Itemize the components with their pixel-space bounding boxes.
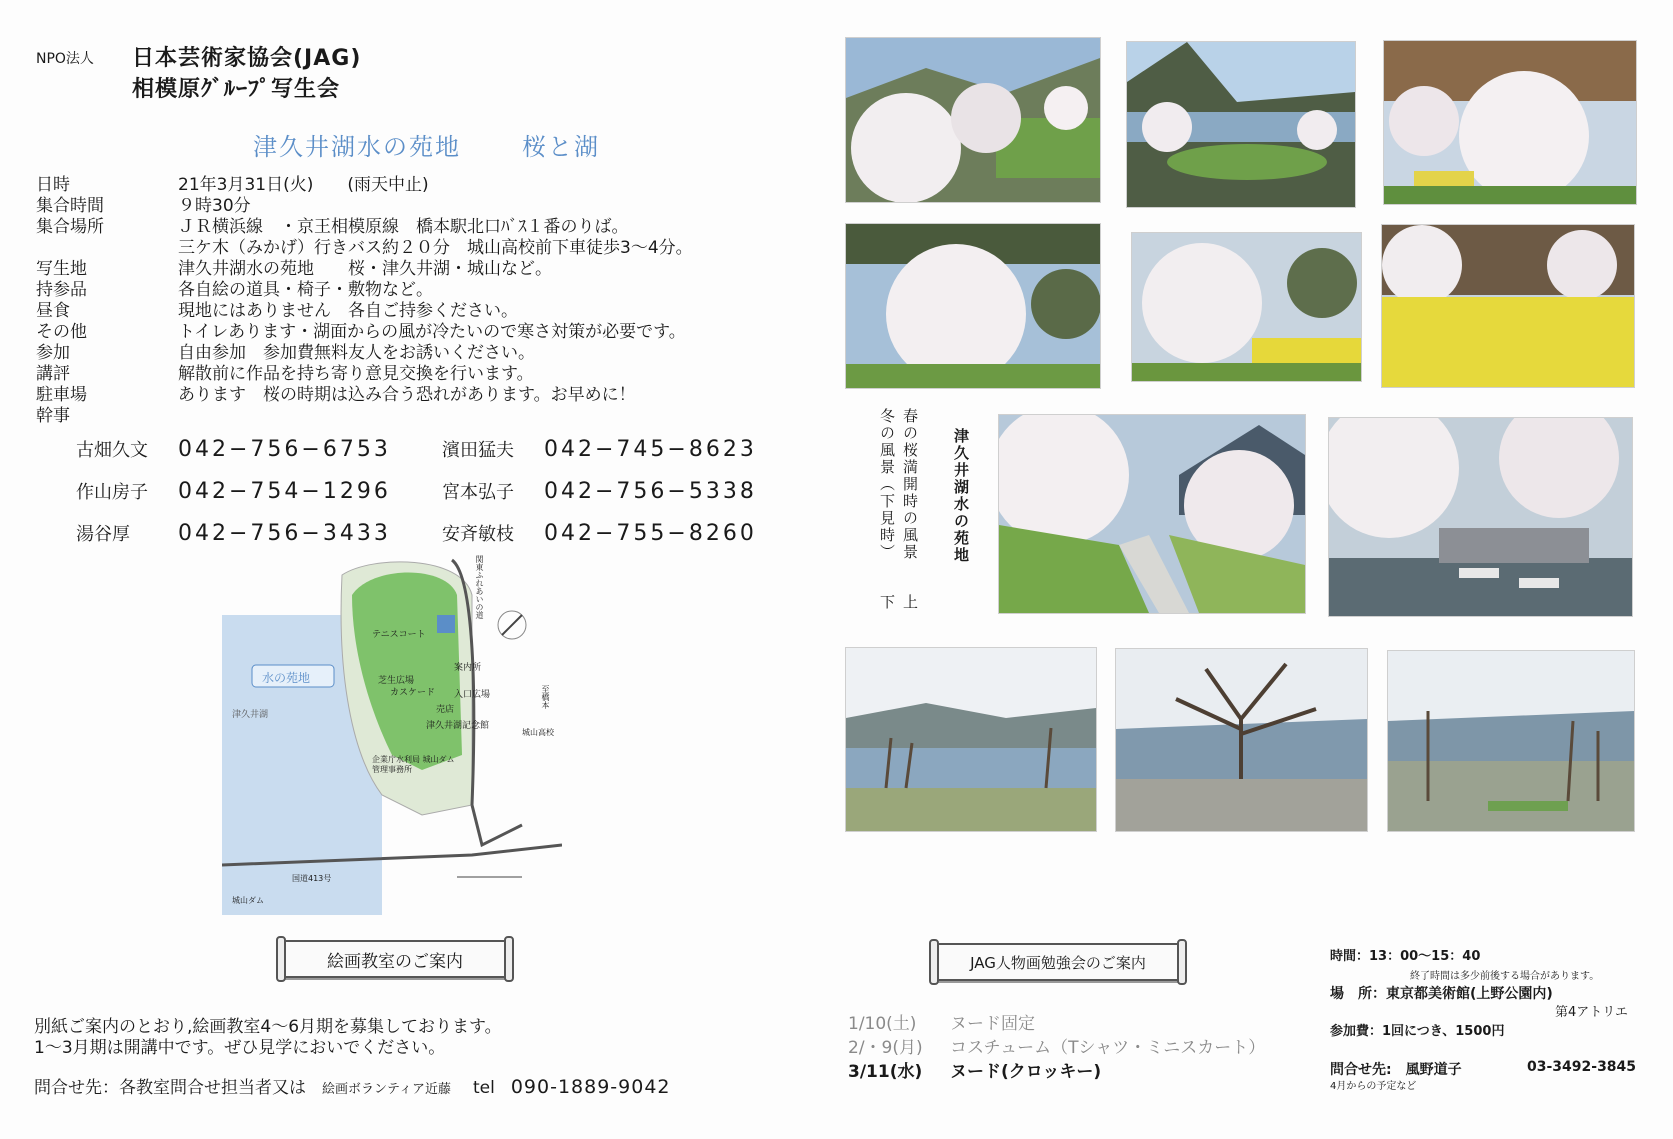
painting-class-line2: 1～3月期は開講中です。ぜひ見学においでください。 [34, 1038, 446, 1058]
detail-value: ９時30分 [178, 196, 251, 216]
contact-row [76, 470, 757, 512]
photo-graphic [1127, 42, 1355, 207]
contact-row [76, 512, 757, 554]
detail-row [36, 385, 796, 406]
jag-fee: 参加費：1回につき、1500円 [1330, 1024, 1505, 1039]
detail-row [36, 175, 796, 196]
map-road-top: 関東ふれあいの道 [475, 555, 484, 619]
detail-row [36, 364, 796, 385]
contact-name: 宮本弘子 [442, 482, 514, 503]
detail-label [36, 238, 178, 259]
schedule-date: 1/10(土) [848, 1014, 917, 1034]
map-dam: 城山ダム [232, 896, 264, 905]
event-title-left: 津久井湖水の苑地 [253, 133, 461, 161]
detail-value: トイレあります・湖面からの風が冷たいので寒さ対策が必要です。 [178, 322, 686, 342]
detail-label: その他 [36, 322, 87, 342]
org-name: 日本芸術家協会(JAG) [132, 46, 362, 71]
painting-class-tel: 090-1889-9042 [510, 1076, 671, 1098]
map-hashimoto: 至橋本 [541, 685, 550, 709]
photo-rapeseed-field [1381, 224, 1635, 388]
schedule-topic: ヌード(クロッキー) [950, 1062, 1102, 1082]
photo-winter-tree [1115, 648, 1368, 832]
painting-class-banner [280, 940, 510, 978]
caption-winter-pos: 下 [878, 594, 896, 611]
group-name: 相模原ｸﾞﾙｰﾌﾟ写生会 [132, 77, 341, 102]
contact-phone: 042−756−6753 [178, 436, 391, 462]
detail-label: 参加 [36, 343, 70, 363]
painting-class-contact-label: 問合せ先：各教室問合せ担当者又は [34, 1078, 306, 1098]
detail-row [36, 196, 796, 217]
jag-schedule [848, 1012, 1265, 1084]
photo-cherry-tree-large [1383, 40, 1637, 205]
painting-class-title: 絵画教室のご案内 [327, 951, 463, 972]
jag-study-banner [933, 943, 1183, 981]
schedule-date: 3/11(水) [848, 1062, 923, 1082]
photo-blossom-path [998, 414, 1306, 614]
map-tennis: テニスコート [372, 630, 426, 640]
detail-label: 持参品 [36, 280, 87, 300]
photo-graphic [1329, 418, 1632, 616]
map-lake-name: 津久井湖 [232, 710, 269, 720]
detail-value: 各自絵の道具・椅子・敷物など。 [178, 280, 433, 300]
contact-row [76, 428, 757, 470]
photo-graphic [846, 224, 1100, 388]
jag-place: 場 所：東京都美術館(上野公園内) [1330, 986, 1553, 1002]
detail-label: 講評 [36, 364, 70, 384]
map-lake-label: 水の苑地 [262, 671, 311, 685]
map-lawn: 芝生広場 [378, 676, 415, 686]
map-school: 城山高校 [522, 728, 554, 737]
map-office: 企業庁水利局 城山ダム管理事務所 [372, 755, 455, 774]
photo-boat-pier [1328, 417, 1633, 617]
photo-graphic [1384, 41, 1636, 204]
schedule-topic: コスチューム（Tシャツ・ミニスカート） [950, 1038, 1266, 1058]
photo-blossoms-rapeseed [1131, 232, 1362, 382]
jag-contact: 問合せ先: 風野道子 [1330, 1062, 1462, 1078]
schedule-date: 2/・9(月) [848, 1038, 923, 1058]
detail-row [36, 280, 796, 301]
contact-name: 湯谷厚 [76, 524, 130, 545]
painting-class-contact-person: 絵画ボランティア近藤 [322, 1082, 451, 1097]
map-cascade: カスケード [390, 688, 436, 698]
photo-graphic [1132, 233, 1361, 381]
map-shop: 売店 [436, 705, 455, 715]
map-entrance: 入口広場 [454, 690, 491, 700]
detail-label: 写生地 [36, 259, 87, 279]
schedule-row [848, 1012, 1265, 1036]
contact-name: 安斉敏枝 [442, 524, 514, 545]
detail-value: 解散前に作品を持ち寄り意見交換を行います。 [178, 364, 534, 384]
painting-class-tel-label: tel [472, 1078, 495, 1098]
caption-spring-pos: 上 [901, 594, 919, 611]
detail-value: 現地にはありません 各自ご持参ください。 [178, 301, 518, 321]
detail-label: 幹事 [36, 406, 70, 426]
event-title-right: 桜と湖 [522, 133, 600, 161]
jag-time-note: 終了時間は多少前後する場合があります。 [1410, 971, 1600, 982]
contact-name: 作山房子 [76, 482, 148, 503]
detail-label: 昼食 [36, 301, 70, 321]
detail-value: あります 桜の時期は込み合う恐れがあります。お早めに！ [178, 385, 636, 405]
photo-graphic [1388, 651, 1634, 831]
detail-value: 自由参加 参加費無料友人をお誘いください。 [178, 343, 535, 363]
detail-label: 日時 [36, 175, 70, 195]
contact-name: 古畑久文 [76, 440, 148, 461]
photo-cherry-blossoms [845, 37, 1101, 203]
detail-value: ＪＲ横浜線 ・京王相模原線 橋本駅北口ﾊﾞｽ１番のりば。 [178, 217, 629, 237]
contact-phone: 042−745−8623 [544, 436, 757, 462]
painting-class-line1: 別紙ご案内のとおり,絵画教室4～6月期を募集しております。 [34, 1017, 502, 1037]
photo-winter-park [1387, 650, 1635, 832]
detail-label: 駐車場 [36, 385, 87, 405]
contact-phone: 042−756−3433 [178, 520, 391, 546]
jag-contact-phone: 03-3492-3845 [1527, 1059, 1637, 1075]
photo-blossom-canopy [845, 223, 1101, 389]
caption-park: 津久井湖水の苑地 [952, 428, 970, 564]
jag-place-room: 第4アトリエ [1555, 1005, 1629, 1020]
photo-graphic [846, 38, 1100, 202]
photo-graphic [999, 415, 1305, 613]
detail-label: 集合時間 [36, 196, 104, 216]
park-map [222, 555, 562, 915]
contact-phone: 042−755−8260 [544, 520, 757, 546]
caption-winter: 冬の風景（下見時） [878, 408, 896, 561]
detail-row [36, 217, 796, 238]
detail-label: 集合場所 [36, 217, 104, 237]
park-map-graphic [222, 555, 562, 915]
painting-class-contact [34, 1073, 671, 1098]
schedule-topic: ヌード固定 [950, 1014, 1035, 1034]
contacts-table [76, 428, 757, 554]
map-route: 国道413号 [292, 874, 332, 883]
jag-contact-note: 4月からの予定など [1330, 1081, 1417, 1092]
contact-phone: 042−756−5338 [544, 478, 757, 504]
contact-phone: 042−754−1296 [178, 478, 391, 504]
caption-spring: 春の桜満開時の風景 [901, 408, 919, 561]
photo-graphic [1382, 225, 1634, 387]
detail-row [36, 322, 796, 343]
org-prefix: NPO法人 [36, 51, 94, 67]
jag-time: 時間：13：00～15：40 [1330, 949, 1481, 964]
detail-row [36, 238, 796, 259]
detail-value: 三ケ木（みかげ）行きバス約２０分 城山高校前下車徒歩3～4分。 [178, 238, 693, 258]
detail-row [36, 301, 796, 322]
map-memorial: 津久井湖記念館 [426, 721, 490, 731]
photo-lakeside-plaza [1126, 41, 1356, 208]
detail-value: 21年3月31日(火) (雨天中止) [178, 175, 429, 195]
schedule-row [848, 1060, 1265, 1084]
jag-study-title: JAG人物画勉強会のご案内 [970, 953, 1146, 972]
photo-winter-lake [845, 647, 1097, 832]
detail-row [36, 259, 796, 280]
photo-graphic [846, 648, 1096, 831]
detail-row [36, 343, 796, 364]
schedule-row [848, 1036, 1265, 1060]
photo-graphic [1116, 649, 1367, 831]
detail-value: 津久井湖水の苑地 桜・津久井湖・城山など。 [178, 259, 552, 279]
detail-row [36, 406, 796, 427]
event-details [36, 175, 796, 427]
contact-name: 濱田猛夫 [442, 440, 514, 461]
map-info: 案内所 [454, 663, 482, 673]
